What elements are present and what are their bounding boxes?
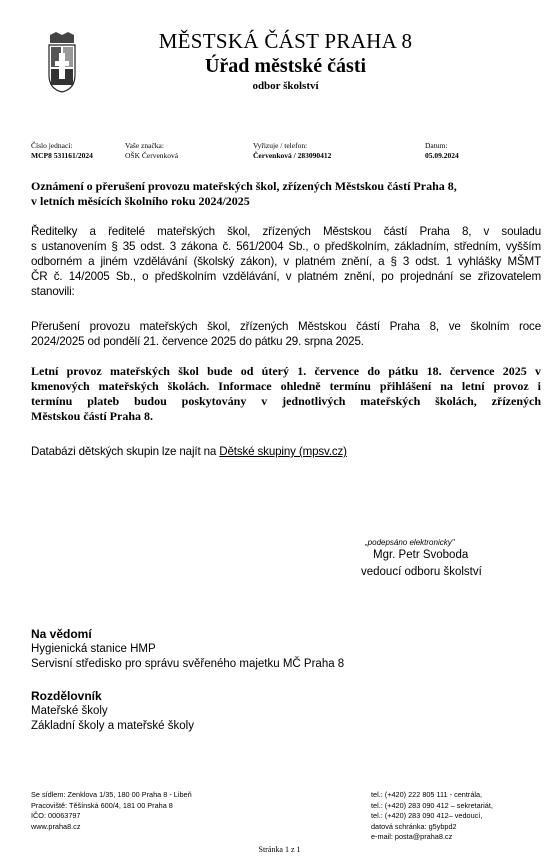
ref-value-reference-number: MCP8 531161/2024 xyxy=(31,151,93,160)
intro-paragraph xyxy=(31,224,541,299)
footer-line: tel.: (+420) 283 090 412– vedoucí, xyxy=(371,811,483,821)
text-line: Přerušení provozu mateřských škol, zřízených Městskou částí Praha 8, ve školním roce xyxy=(31,320,541,333)
page-number: Stránka 1 z 1 xyxy=(258,845,301,854)
text-line: s ustanovením § 35 odst. 3 zákona č. 561/2004 Sb., o předškolním, základním, středním, vyšším xyxy=(31,240,541,253)
footer-line: IČO: 00063797 xyxy=(31,811,81,821)
footer-line: Se sídlem: Zenklova 1/35, 180 00 Praha 8 - Libeň xyxy=(31,790,192,799)
database-text: Databázi dětských skupin lze najít na xyxy=(31,445,220,458)
cc-heading: Na vědomí xyxy=(31,627,92,641)
footer-line: datová schránka: g5ybpd2 xyxy=(371,821,457,831)
text-line: Městskou částí Praha 8. xyxy=(31,409,153,423)
signatory-role: vedoucí odboru školství xyxy=(361,566,482,578)
ref-label-handled-by: Vyřizuje / telefon: xyxy=(253,141,308,150)
announcement-title xyxy=(31,179,541,209)
footer-line: e-mail: posta@praha8.cz xyxy=(371,832,453,842)
ref-value-your-mark: OŠK Červenková xyxy=(125,151,179,160)
text-line: stanovili: xyxy=(31,285,75,298)
ref-label-your-mark: Vaše značka: xyxy=(125,141,164,150)
distribution-heading: Rozdělovník xyxy=(31,689,102,703)
signatory-name: Mgr. Petr Svoboda xyxy=(373,549,469,561)
footer-address xyxy=(31,790,192,832)
footer-line: tel.: (+420) 222 805 111 - centrála, xyxy=(371,790,483,799)
footer-contacts xyxy=(371,790,493,843)
footer-line: Pracoviště: Těšínská 600/4, 181 00 Praha 8 xyxy=(31,800,173,810)
footer-line: www.praha8.cz xyxy=(31,821,81,831)
footer-line: tel.: (+420) 283 090 412 – sekretariát, xyxy=(371,800,493,810)
distribution-item: Mateřské školy xyxy=(31,705,108,717)
closure-paragraph xyxy=(31,319,541,349)
ref-value-handled-by: Červenková / 283090412 xyxy=(253,151,332,160)
text-line: odborném a jiném vzdělávání (školský zákon), v platném znění, a § 3 odst. 1 vyhlášky MŠMT xyxy=(31,255,541,268)
title-line: v letních měsících školního roku 2024/2025 xyxy=(31,194,250,208)
text-line: 2024/2025 od pondělí 21. července 2025 do pátku 29. srpna 2025. xyxy=(31,335,364,348)
electronic-signature-note: „podepsáno elektronicky" xyxy=(365,538,455,547)
text-line: termínu plateb budou poskytovány v jednotlivých mateřských školách, zřízených xyxy=(31,394,541,408)
title-line: Oznámení o přerušení provozu mateřských škol, zřízených Městskou částí Praha 8, xyxy=(31,179,457,193)
ref-label-reference-number: Číslo jednací: xyxy=(31,141,73,150)
cc-item: Hygienická stanice HMP xyxy=(31,643,156,655)
children-groups-link[interactable]: Dětské skupiny (mpsv.cz) xyxy=(219,445,347,458)
text-line: Ředitelky a ředitelé mateřských škol, zřízených Městskou částí Praha 8, v souladu xyxy=(31,225,541,238)
cc-item: Servisní středisko pro správu svěřeného majetku MČ Praha 8 xyxy=(31,658,345,670)
department-name: odbor školství xyxy=(252,80,319,92)
office-subtitle: Úřad městské části xyxy=(204,55,367,77)
summer-operation-paragraph xyxy=(31,364,541,424)
office-name: MĚSTSKÁ ČÁST PRAHA 8 xyxy=(158,29,413,53)
text-line: ČR č. 14/2005 Sb., o předškolním vzdělávání, v platném znění, po projednání se zřizovatelem xyxy=(31,270,541,283)
ref-value-date: 05.09.2024 xyxy=(425,151,459,160)
database-paragraph xyxy=(31,444,541,459)
text-line: Letní provoz mateřských škol bude od úterý 1. července do pátku 18. července 2025 v xyxy=(31,364,541,378)
ref-label-date: Datum: xyxy=(425,141,448,150)
text-line: kmenových mateřských školách. Informace ohledně termínu přihlášení na letní provoz i xyxy=(31,379,541,393)
distribution-item: Základní školy a mateřské školy xyxy=(31,720,194,732)
